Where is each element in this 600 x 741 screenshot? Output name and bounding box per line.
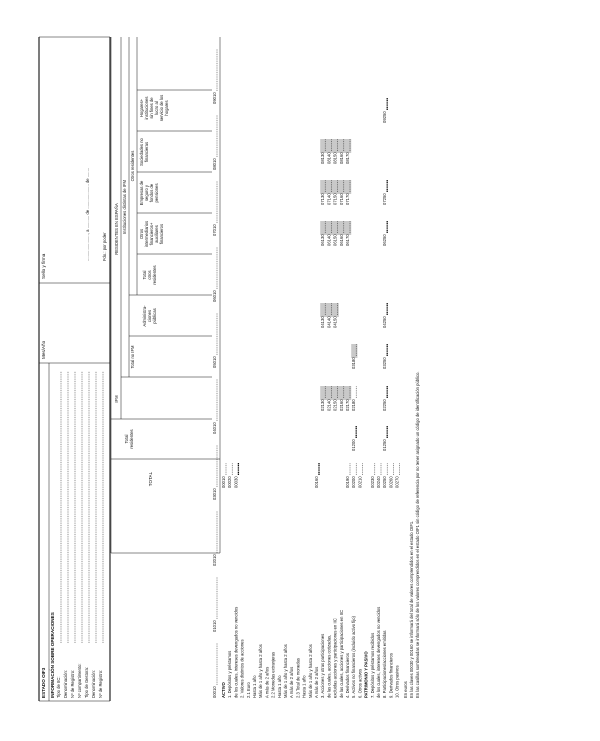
column-header-hogares: servicio de los	[159, 94, 164, 122]
cell-code: 02180	[351, 399, 357, 411]
column-header-admin: Administra-	[142, 305, 147, 327]
row-label: 5. Activos no financieros (incluido activo fijo)	[351, 616, 357, 698]
row-label: 7. Depósitos y préstamos recibidos	[369, 632, 375, 698]
column-header-otros-intermediarios: financieros+	[149, 222, 154, 246]
footnote: En las claves 00030 y 00160 se informará del total de valores comprendidos en el estado OIF1.	[408, 520, 414, 698]
cell-code: 00010	[221, 476, 226, 488]
row-label: Hasta 1 año	[301, 675, 307, 698]
cell-code: 03250	[382, 357, 388, 369]
cell-code: 01200	[351, 439, 357, 451]
total-cell-code: 04010	[212, 422, 217, 434]
cell-code: 06140	[326, 234, 332, 246]
cell-code: 00250	[382, 476, 388, 488]
column-header-hogares: sin fines de	[149, 97, 154, 119]
fdo-label: Fdo.: por poder	[102, 232, 107, 261]
total-cell-code: 00010	[212, 686, 217, 698]
row-label: PATRIMONIO Y PASIVO	[363, 651, 369, 698]
column-header-otros-intermediarios: auxiliares	[154, 225, 159, 243]
row-label: 2.2 Monedas extranjeras	[270, 651, 276, 698]
column-header-otros-intermediarios: intermediarios	[144, 220, 149, 248]
column-header-total-otros: otros	[147, 270, 152, 280]
row-labels	[221, 607, 400, 698]
cell-code: 04130	[320, 316, 326, 328]
cell-code: 03180	[351, 357, 357, 369]
shaded-cell	[320, 180, 351, 194]
row-label: 10. Otros pasivos	[394, 665, 400, 698]
total-no-ifm-header: Total no IFM	[130, 345, 135, 369]
cell-code: 06160	[338, 234, 344, 246]
cell-code: 07140	[326, 193, 332, 205]
cell-code: 00190	[345, 476, 350, 488]
row-label: ACTIVO	[221, 682, 226, 698]
row-label: 1. Depósitos y préstamos	[227, 650, 233, 698]
total-cell-code: 02010	[212, 554, 217, 566]
cell-code: 04150	[332, 316, 338, 328]
column-header-total-otros: residentes	[152, 265, 157, 285]
header-field-label: Nº compartimento:	[77, 663, 82, 698]
shaded-cell	[320, 386, 351, 400]
column-header-soc-no-financieras: Sociedades no	[139, 138, 144, 166]
header-field-label: Tipo de Gestora:	[84, 666, 89, 698]
column-header-empresas-seguro: fondos de	[149, 183, 154, 203]
header-fields	[56, 371, 103, 698]
total-residentes-line2: residentes	[129, 429, 134, 449]
footnotes	[403, 371, 420, 698]
column-header-soc-no-financieras: financieras	[144, 141, 149, 163]
total-cell-code: 01010	[212, 620, 217, 632]
cell-code: 08130	[320, 152, 326, 164]
total-cell-code: 08010	[212, 158, 217, 170]
column-headers	[111, 37, 220, 553]
cell-code: 06150	[332, 234, 338, 246]
header-field-label: Tipo de IIC:	[56, 676, 61, 698]
cell-code: 08170	[345, 152, 350, 164]
column-header-empresas-seguro: seguro y	[144, 184, 149, 202]
mes-ano-label: Mes/Año	[41, 340, 46, 359]
cell-code: 07150	[332, 193, 338, 205]
cell-code: 02250	[382, 399, 388, 411]
cell-code: 02150	[332, 399, 338, 411]
row-label: Más de 1 año y hasta 2 años	[283, 644, 288, 698]
row-label: 4. Derivados financieros	[345, 653, 350, 698]
total-cell-code: 06010	[212, 290, 217, 302]
cell-code: 04140	[326, 316, 332, 328]
row-label: 6. Otros activos	[357, 668, 363, 698]
cell-code: 08160	[338, 152, 344, 164]
form-header	[39, 37, 110, 701]
cell-code: 01250	[382, 439, 388, 451]
total-cell-code: 03010	[212, 488, 217, 500]
cell-code: 06250	[382, 234, 388, 246]
cell-code: 02130	[320, 399, 326, 411]
row-label: de las cuales, acciones cotizadas,	[326, 634, 332, 698]
cell-code: 08150	[332, 152, 338, 164]
cell-code: 00200	[351, 476, 357, 488]
column-header-otros-intermediarios: Otros	[139, 228, 144, 240]
total-residentes-line1: Total	[124, 434, 129, 444]
cell-code: 00240	[376, 476, 381, 488]
shaded-cell	[320, 303, 339, 317]
cell-code: 00020	[227, 476, 233, 488]
otros-residentes-header: Otros residentes	[130, 150, 135, 182]
column-header-total-otros: Total	[142, 270, 147, 280]
row-label: de las cuales, acciones y participaciones en IIC	[338, 610, 344, 698]
header-field-label: Nº de Registro:	[70, 669, 75, 698]
row-label: A más de 2 años	[289, 666, 295, 698]
footnote: En euros	[402, 681, 408, 698]
fecha-line: ......................., a ........... de ..................... de ........	[85, 167, 90, 261]
shaded-cell	[320, 139, 351, 153]
cell-code: 07250	[382, 193, 388, 205]
column-header-stacks	[139, 95, 169, 327]
form-oif3	[38, 37, 550, 701]
column-header-hogares: lucro al	[154, 101, 159, 115]
estado-code: ESTADO OIF3	[41, 667, 46, 698]
cell-code: 00230	[369, 476, 375, 488]
row-label: 2. Valores distintos de acciones	[239, 639, 245, 698]
sello-label: Sello y firma	[41, 253, 46, 279]
cell-code: 06130	[320, 234, 326, 246]
instituciones-no-ifm-header: Instituciones distintas de IFM	[122, 180, 127, 234]
column-header-empresas-seguro: Empresas de	[139, 180, 144, 206]
column-header-hogares: hogares	[164, 100, 169, 116]
column-header-empresas-seguro: pensiones	[154, 183, 159, 203]
column-header-otros-intermediarios: financieros	[159, 223, 164, 245]
header-field-label: Denominación:	[63, 670, 68, 698]
total-column-header: TOTAL	[148, 471, 153, 487]
cell-code: 07170	[345, 193, 350, 205]
shaded-cell	[320, 221, 351, 235]
cell-code: 02140	[326, 399, 332, 411]
cell-code: 09250	[382, 111, 388, 123]
row-label: Más de 1 año y hasta 2 años	[307, 644, 313, 698]
column-header-hogares: Hogares+	[139, 98, 144, 118]
total-cell-code: 07010	[212, 224, 217, 236]
report-title: INFORMACIÓN SOBRE OPERACIONES	[50, 612, 55, 698]
row-label: de los cuales, intereses devengados no vencidos	[376, 606, 381, 698]
ifm-header: IFM	[114, 395, 119, 403]
cell-code: 00210	[357, 476, 363, 488]
row-label: Hasta 1 año	[276, 675, 282, 698]
row-label: A más de 2 años	[314, 666, 319, 698]
cell-code: 00030	[233, 476, 239, 488]
cell-code: 00270	[394, 476, 400, 488]
row-label: de los cuales, intereses devengados no vencidos	[233, 606, 239, 698]
cell-code: 07130	[320, 193, 326, 205]
cell-code: 08140	[326, 152, 332, 164]
cell-code: 04250	[382, 316, 388, 328]
total-cell-code: 05010	[212, 356, 217, 368]
row-label: 3. Acciones y otras participaciones	[320, 633, 326, 698]
cell-code: 07160	[338, 193, 344, 205]
cell-code: 00260	[388, 476, 394, 488]
column-header-admin: públicas	[152, 308, 157, 324]
column-header-hogares: instituciones	[144, 96, 149, 120]
row-label: A más de 2 años	[264, 666, 270, 698]
total-cell-code: 09010	[212, 92, 217, 104]
cell-code: 06170	[345, 234, 350, 246]
row-label: excluidas acciones y participaciones en IIC	[332, 618, 338, 698]
cell-code: 02160	[338, 399, 344, 411]
header-field-label: Nº de Registro:	[98, 669, 103, 698]
row-label: 2.3 Total de monedas	[295, 658, 301, 698]
header-field-label: Denominación:	[91, 670, 96, 698]
shaded-cell	[351, 344, 357, 358]
total-code-row	[212, 49, 217, 698]
row-label: Más de 1 año y hasta 2 años	[258, 644, 264, 698]
column-header-admin: ciones	[147, 309, 152, 323]
cell-code: 00160	[314, 476, 319, 488]
footnote: En las casillas sombreadas se informará sólo de los valores comprendidos en el estado OIF1 sin código de referencia por no tener asignado un código de identificación público.	[414, 371, 420, 698]
row-label: 8. Participaciones/acciones emitidas	[382, 630, 388, 698]
cell-code: 02170	[345, 399, 350, 411]
entry-grid	[221, 98, 400, 488]
row-label: 2.1 Euro	[245, 682, 251, 698]
residentes-espana-header: RESIDENTES EN ESPAÑA	[114, 203, 119, 255]
row-label: Hasta 1 año	[252, 675, 257, 698]
row-label: 9. Derivados financieros	[388, 653, 394, 698]
